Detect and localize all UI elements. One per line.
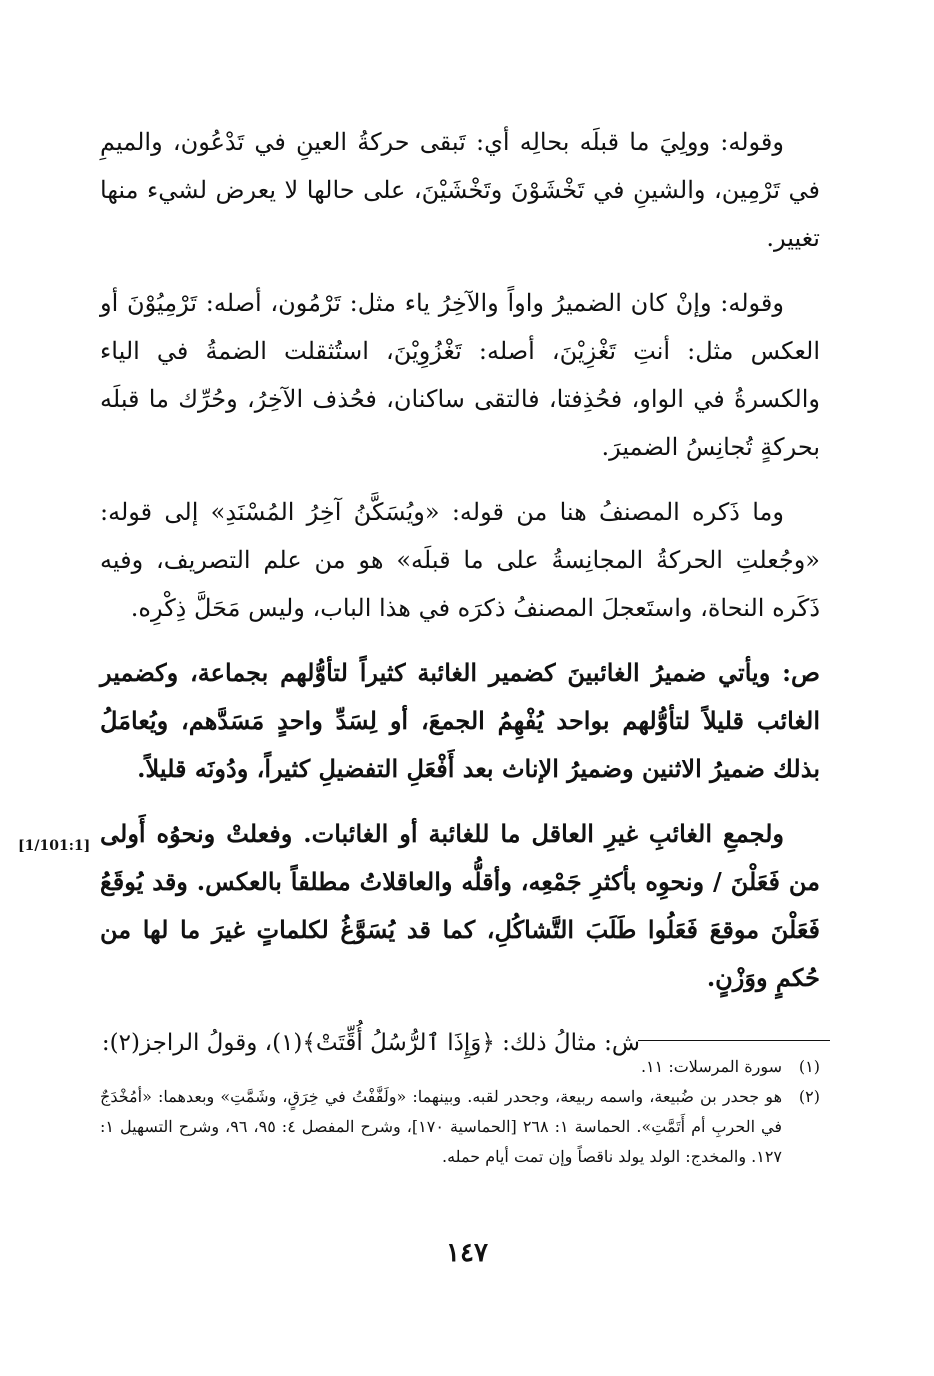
footnote-number: (١) bbox=[798, 1057, 820, 1076]
paragraph-4-matn: ص: ويأتي ضميرُ الغائبينَ كضمير الغائبة كثيراً لتأوُّلهم بجماعة، وكضمير الغائب قليلاً لتأوُّلهم بواحد يُفْهِمُ الجمعَ، أو لِسَدِّ واحدٍ مَسَدَّهم، ويُعامَلُ بذلك ضميرُ الاثنين وضميرُ الإناث بعد أَفْعَلِ التفضيلِ كثيراً، ودُونَه قليلاً. bbox=[100, 658, 820, 783]
footnote-text: هو جحدر بن ضُبيعة، واسمه ربيعة، وجحدر لقبه. وبينهما: «ولَفَّفْتُ في خِرَقٍ، وشَمَّتِ» وبعدهما: «أمُخْدَجٌ في الحربِ أم أَتَمَّتِ». الحماسة ١: ٢٦٨ [الحماسية ١٧٠]، وشرح المفصل ٤: ٩٥، ٩٦، وشرح التسهيل ١: ١٢٧. والمخدج: الولد يولد ناقصاً وإن تمت أيام حمله. bbox=[100, 1087, 783, 1166]
footnote-2 bbox=[100, 1082, 820, 1172]
footnote-1 bbox=[100, 1052, 820, 1082]
footnote-text: سورة المرسلات: ١١. bbox=[640, 1057, 782, 1076]
paragraph-5-matn: ولجمعِ الغائبِ غيرِ العاقل ما للغائبة أو الغائبات. وفعلتْ ونحوُه أَولى من فَعَلْنَ / ونحوِه بأكثرِ جَمْعِه، وأقلُّه والعاقلاتُ مطلقاً بالعكس. وقد يُوقَعُ فَعَلْنَ موقعَ فَعَلُوا طَلَبَ التَّشاكُلِ، كما قد يُسَوَّغُ لكلماتٍ غيرَ ما لها من حُكمٍ ووَزْنٍ. bbox=[100, 819, 820, 992]
page-number: ١٤٧ bbox=[446, 1238, 488, 1268]
paragraph-2: وقوله: وإنْ كان الضميرُ واواً والآخِرُ ياء مثل: تَرْمُون، أصله: تَرْمِيُوْنَ أو العكس مثل: أنتِ تَغْزِيْنَ، أصله: تَغْزُوِيْنَ، استُثقلت الضمةُ في الياء والكسرةُ في الواو، فحُذِفتا، فالتقى ساكنان، فحُذف الآخِرُ، وحُرِّك ما قبلَه بحركةٍ تُجانِسُ الضميرَ. bbox=[100, 289, 820, 461]
paragraph-3: وما ذَكره المصنفُ هنا من قوله: «ويُسَكَّنُ آخِرُ المُسْنَدِ» إلى قوله: «وجُعلتِ الحركةُ المجانِسةُ على ما قبلَه» هو من علم التصريف، وفيه ذَكَره النحاة، واستَعجلَ المصنفُ ذكرَه في هذا الباب، وليس مَحَلَّ ذِكْرِه. bbox=[100, 498, 820, 622]
sharh-line: ش: مثالُ ذلك: ﴿وَإِذَا ٱلرُّسُلُ أُقِّتَتْ﴾(١)، وقولُ الراجز(٢): bbox=[101, 1030, 640, 1056]
footnotes bbox=[100, 1052, 820, 1172]
paragraph-1: وقوله: وولِيَ ما قبلَه بحالِه أي: تَبقى حركةُ العينِ في تَدْعُون، والميمِ في تَرْمِين، والشينِ في تَخْشَوْنَ وتَخْشَيْنَ، على حالها لا يعرض لشيء منها تغيير. bbox=[100, 128, 820, 252]
margin-reference: [1/101:1] bbox=[18, 838, 91, 854]
footnote-divider bbox=[638, 1040, 830, 1041]
page-body bbox=[100, 118, 820, 1075]
footnote-number: (٢) bbox=[798, 1087, 820, 1106]
